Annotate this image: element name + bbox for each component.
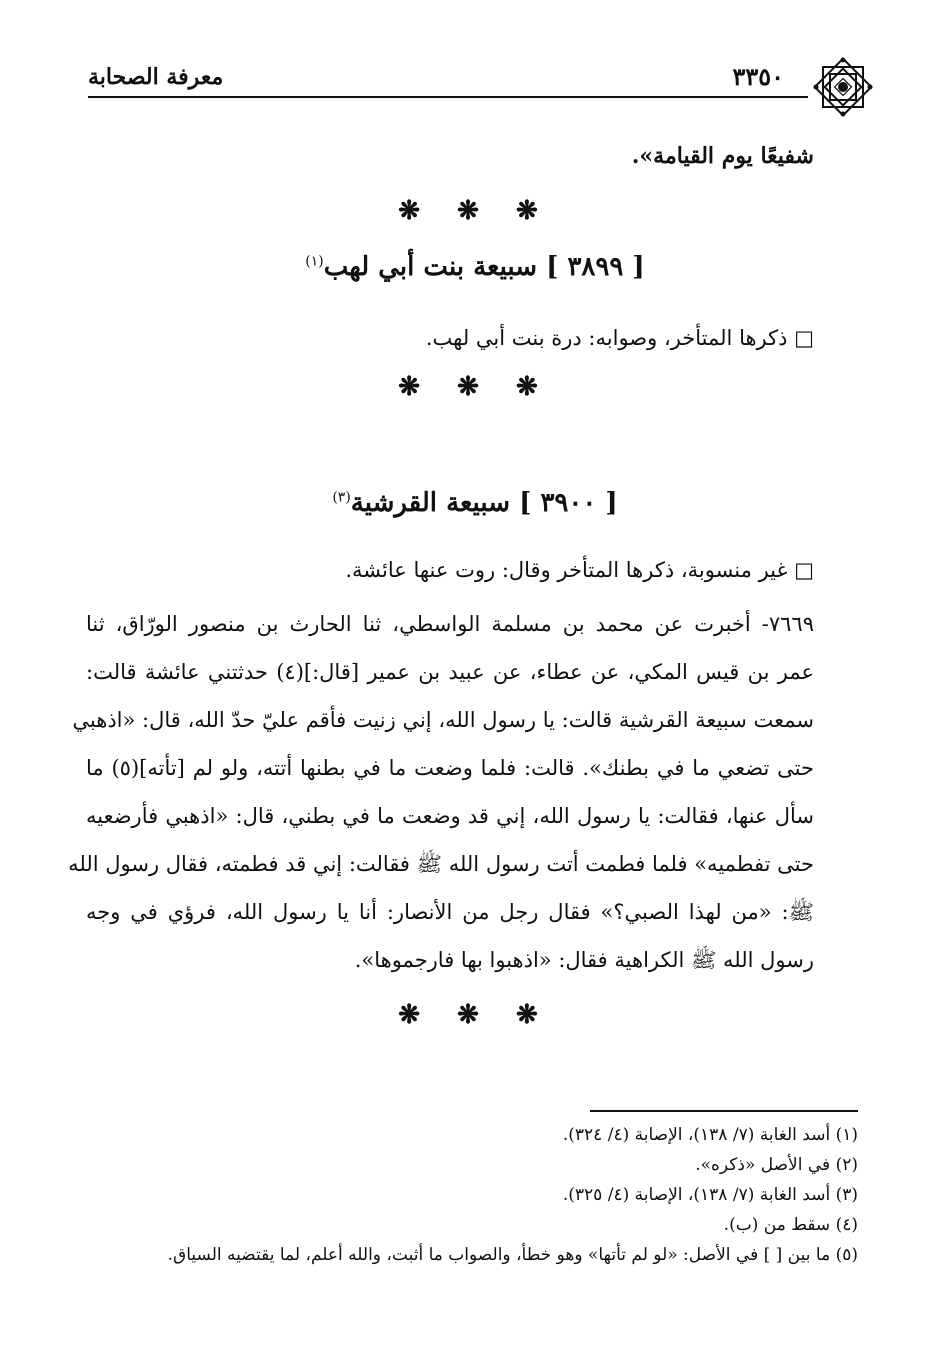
- hadith-line: رسول الله ﷺ الكراهية فقال: «اذهبوا بها فارجموها».: [354, 948, 814, 972]
- hadith-line: سأل عنها، فقالت: يا رسول الله، إني قد وضعت ما في بطني، قال: «اذهبي فأرضعيه: [86, 804, 814, 828]
- hadith-line: ﷺ: «من لهذا الصبي؟» فقال رجل من الأنصار: أنا يا رسول الله، فرؤي في وجه: [86, 900, 814, 924]
- page-number: ٣٣٥٠: [732, 62, 784, 91]
- entry-3899-title: [0, 252, 950, 282]
- footnote-4: (٤) سقط من (ب).: [723, 1215, 858, 1235]
- header-rule: [88, 96, 808, 98]
- entry-3899-footnote-ref: (١): [305, 253, 324, 270]
- footnote-1: (١) أسد الغابة (٧/ ١٣٨)، الإصابة (٤/ ٣٢٤).: [562, 1125, 858, 1145]
- octagram-ornament-icon: [808, 52, 878, 122]
- entry-3900-title: [0, 488, 950, 518]
- hadith-line: عمر بن قيس المكي، عن عطاء، عن عبيد بن عمير [قال:](٤) حدثتني عائشة قالت:: [86, 660, 814, 684]
- hadith-line: حتى تفطميه» فلما فطمت أتت رسول الله ﷺ فقالت: إني قد فطمته، فقال رسول الله: [68, 852, 814, 876]
- entry-3899-title-text: [ ٣٨٩٩ ] سبيعة بنت أبي لهب: [323, 252, 645, 282]
- separator-2: ❋ ❋ ❋: [398, 372, 552, 402]
- footnotes: [78, 1120, 858, 1270]
- entry-3900-title-text: [ ٣٩٠٠ ] سبيعة القرشية: [350, 488, 618, 518]
- entry-3900-text: □ غير منسوبة، ذكرها المتأخر وقال: روت عنها عائشة.: [345, 558, 814, 582]
- hadith-7669: [68, 600, 814, 984]
- page-header: [88, 52, 864, 102]
- footnote-rule: [590, 1110, 858, 1112]
- hadith-line: حتى تضعي ما في بطنك». قالت: فلما وضعت ما في بطنها أتته، ولو لم [تأته](٥) ما: [86, 756, 814, 780]
- entry-3900-footnote-ref: (٣): [332, 489, 351, 506]
- entry-3899-text: □ ذكرها المتأخر، وصوابه: درة بنت أبي لهب.: [425, 326, 814, 350]
- separator-3: ❋ ❋ ❋: [398, 1000, 552, 1030]
- footnote-2: (٢) في الأصل «ذكره».: [695, 1155, 858, 1175]
- hadith-line: ٧٦٦٩- أخبرت عن محمد بن مسلمة الواسطي، ثنا الحارث بن منصور الورّاق، ثنا: [86, 612, 814, 636]
- footnote-3: (٣) أسد الغابة (٧/ ١٣٨)، الإصابة (٤/ ٣٢٥).: [562, 1185, 858, 1205]
- continuation-text: شفيعًا يوم القيامة».: [631, 143, 814, 169]
- footnote-5: (٥) ما بين [ ] في الأصل: «لو لم تأتها» وهو خطأ، والصواب ما أثبت، والله أعلم، لما يقتضيه السياق.: [167, 1245, 858, 1265]
- hadith-line: سمعت سبيعة القرشية قالت: يا رسول الله، إني زنيت فأقم عليّ حدّ الله، قال: «اذهبي: [72, 708, 814, 732]
- running-title: معرفة الصحابة: [88, 64, 224, 90]
- separator-1: ❋ ❋ ❋: [398, 196, 552, 226]
